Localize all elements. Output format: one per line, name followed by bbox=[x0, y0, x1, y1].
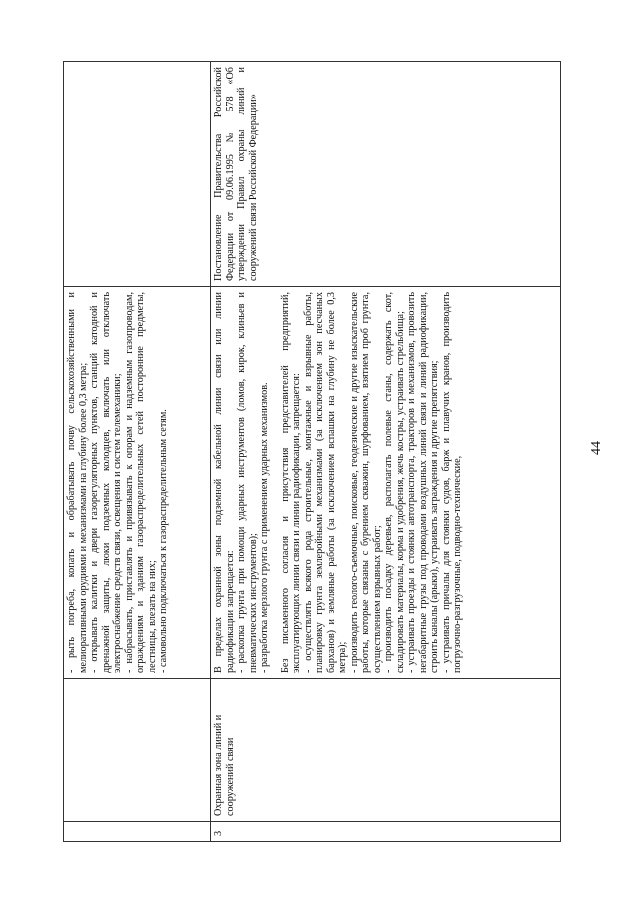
restriction-item: - осуществлять всякого рода строительные, монтажные и взрывные работы, планировку грунта землеройными механизмами (за исключением зон песчаных барханов) и земляные работы (за исключением вспашки на глубину не более 0,3 метра); bbox=[302, 292, 349, 673]
zone-name-cell bbox=[64, 679, 211, 822]
restriction-item: - разработка мерзлого грунта с применением ударных механизмов. bbox=[259, 382, 271, 673]
zones-table bbox=[63, 61, 561, 842]
page-number: 44 bbox=[589, 441, 604, 455]
zone-name-cell: Охранная зона линий и сооружений связи bbox=[211, 679, 561, 822]
restriction-item: - устраивать проезды и стоянки автотранспорта, тракторов и механизмов, провозить негабаритные грузы под проводами воздушных линий связи и линий радиофикации, строить каналы (арыки), устраивать заграждения и другие препятствия; bbox=[406, 292, 441, 673]
restrictions-cell bbox=[211, 287, 561, 679]
table-row bbox=[64, 62, 211, 842]
restriction-item: - набрасывать, приставлять и привязывать к опорам и надземным газопроводам, ограждениям и зданиям газораспределительных сетей посторонние предметы, лестницы, влезать на них; bbox=[123, 292, 158, 673]
restriction-item: - открывать калитки и двери газорегуляторных пунктов, станций катодной и дренажной защиты, люки подземных колодцев, включать или отключать электроснабжение средств связи, освещения и систем телемеханики; bbox=[89, 292, 124, 673]
paragraph-spacer bbox=[271, 292, 280, 673]
restrictions-cell bbox=[64, 287, 211, 679]
restriction-heading: Без письменного согласия и присутствия представителей предприятий, эксплуатирующих линии связи и линии радиофикации, запрещается: bbox=[279, 292, 303, 673]
restriction-item: - самовольно подключаться к газораспределительным сетям. bbox=[158, 409, 170, 673]
row-number-cell: 3 bbox=[211, 822, 561, 842]
row-number-cell bbox=[64, 822, 211, 842]
rotated-table-wrapper bbox=[63, 62, 558, 842]
restriction-item: - рыть погреба, копать и обрабатывать почву сельскохозяйственными и мелиоративными орудиями и механизмами на глубину более 0,3 метра; bbox=[66, 292, 89, 673]
legal-basis-cell: Постановление Правительства Российской Федерации от 09.06.1995 № 578 «Об утверждении Правил охраны линий и сооружений связи Российской Федерации» bbox=[211, 62, 561, 287]
restriction-item: - производить посадку деревьев, располагать полевые станы, содержать скот, складировать материалы, корма и удобрения, жечь костры, устраивать стрельбища; bbox=[383, 292, 406, 673]
restriction-item: - устраивать причалы для стоянки судов, барж и плавучих кранов, производить погрузочно-разгрузочные, подводно-технические, bbox=[440, 292, 464, 673]
restriction-item: - производить геолого-съемочные, поисковые, геодезические и другие изыскательские работы, которые связаны с бурением скважин, шурфованием, взятием проб грунта, осуществлением взрывных работ; bbox=[348, 292, 383, 673]
table-row bbox=[211, 62, 561, 842]
restriction-item: - раскопка грунта при помощи ударных инструментов (ломов, кирок, клиньев и пневматических инструментов); bbox=[236, 292, 259, 673]
legal-basis-cell bbox=[64, 62, 211, 287]
restriction-heading: В пределах охранной зоны подземной кабельной линии связи или линии радиофикации запрещается: bbox=[213, 292, 236, 673]
